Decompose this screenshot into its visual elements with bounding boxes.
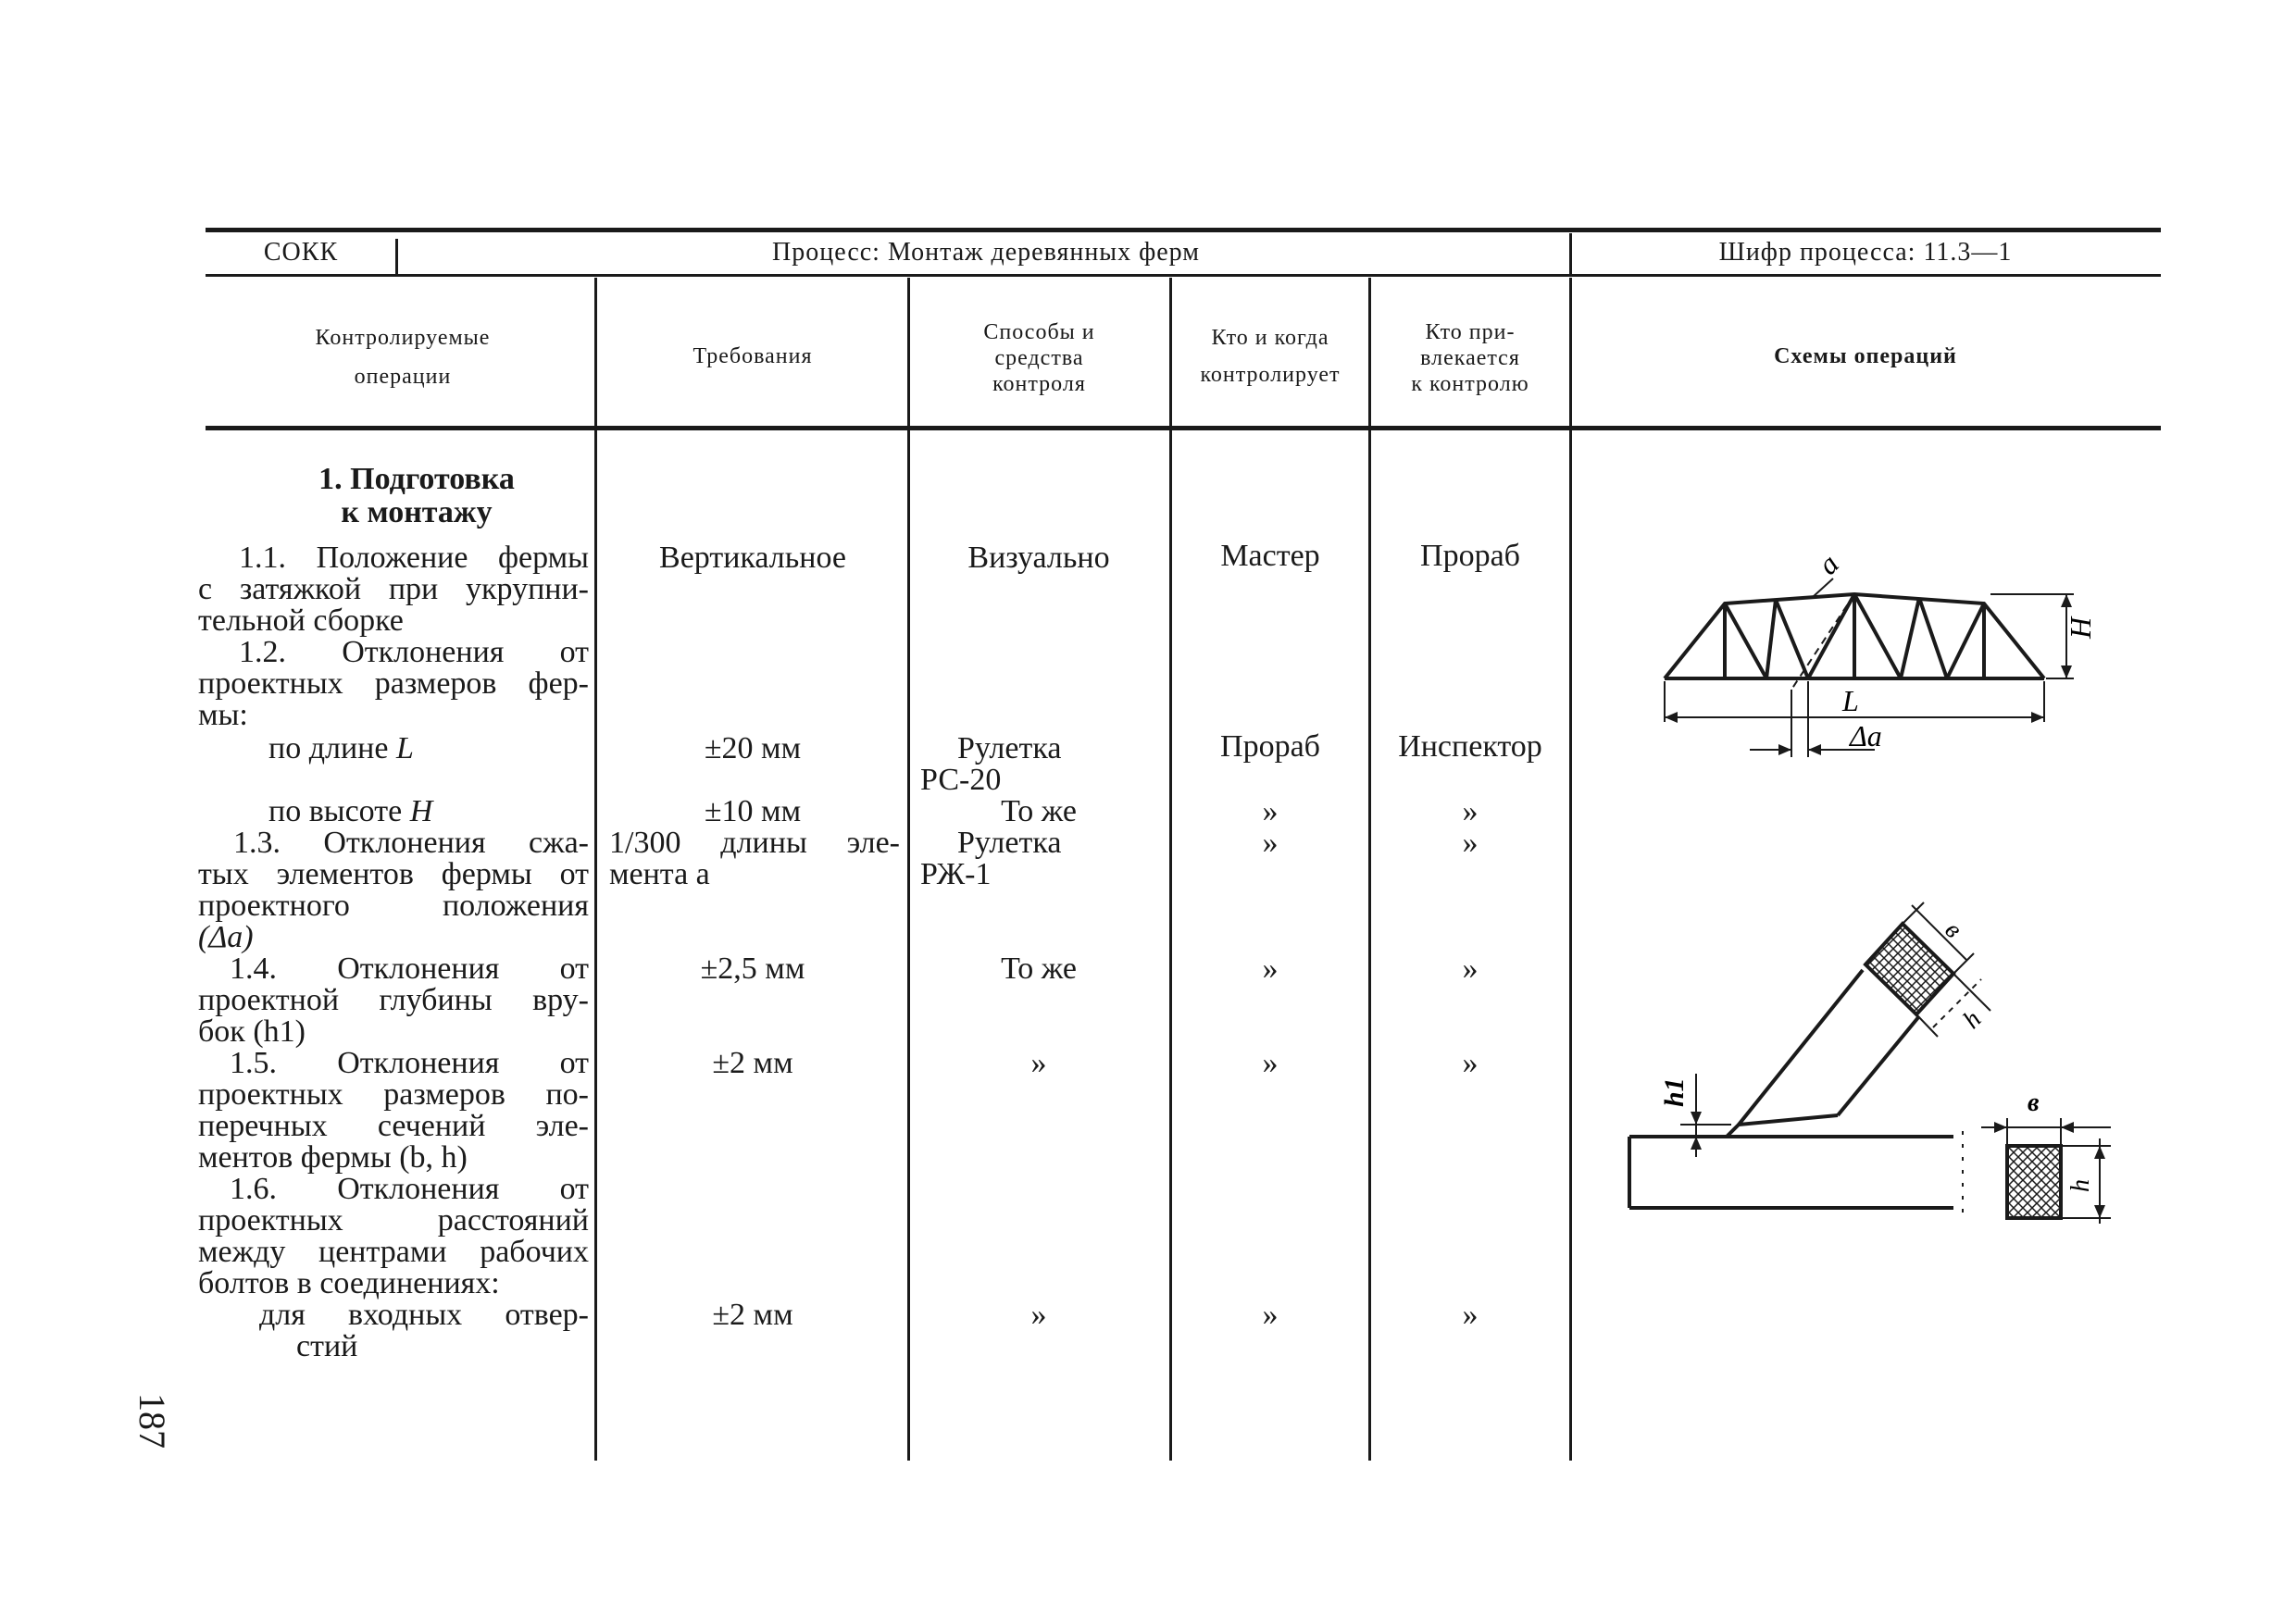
joint-label-b: в	[1939, 915, 1968, 944]
req-1-2-height: ±10 мм	[704, 794, 802, 828]
involved-1-2-height: »	[1462, 794, 1479, 828]
cross-section	[2007, 1146, 2061, 1218]
req-1-3: 1/300 длины эле- мента a	[609, 826, 900, 891]
op-1-5: 1.5. Отклонения от проектных размеров по- перечных сечений эле- ментов фермы (b, h)	[198, 1046, 589, 1175]
header-divider-2	[1569, 233, 1572, 274]
op-1-3: 1.3. Отклонения сжа- тых элементов фермы от проектного положения (Δa)	[198, 826, 589, 954]
col-divider-4	[1368, 278, 1371, 1461]
op-1-6: 1.6. Отклонения от проектных расстояний между центрами рабочих болтов в соединениях:	[198, 1172, 589, 1300]
req-1-5: ±2 мм	[712, 1046, 793, 1080]
header-rule	[206, 274, 2161, 277]
who-1-5: »	[1262, 1046, 1279, 1080]
op-1-6-inlet-holes: для входных отвер- стий	[259, 1298, 589, 1363]
header-divider-1	[395, 239, 398, 274]
involved-1-3: »	[1462, 826, 1479, 860]
process-code: Шифр процесса: 11.3—1	[1718, 238, 2013, 267]
truss-diagram	[1648, 528, 2097, 768]
col-header-involved: Кто при- влекается к контролю	[1411, 320, 1529, 396]
section-title: 1. Подготовка к монтажу	[318, 462, 515, 529]
involved-1-2-length: Инспектор	[1398, 729, 1542, 764]
method-1-3: Рулетка РЖ-1	[920, 826, 1062, 891]
truss-label-a: a	[1811, 546, 1845, 581]
involved-1-4: »	[1462, 952, 1479, 986]
involved-1-5: »	[1462, 1046, 1479, 1080]
joint-diagram	[1629, 889, 2129, 1240]
truss-label-L: L	[1842, 684, 1859, 717]
who-1-2-height: »	[1262, 794, 1279, 828]
col-header-who: Кто и когда контролирует	[1200, 326, 1341, 387]
col-divider-5	[1569, 278, 1572, 1461]
page-number: 187	[131, 1393, 173, 1449]
section-label-h: h	[2066, 1179, 2095, 1192]
truss-label-da: Δa	[1850, 719, 1882, 753]
req-1-2-length: ±20 мм	[704, 731, 802, 765]
who-1-1: Мастер	[1220, 539, 1320, 573]
section-label-b: в	[2028, 1088, 2040, 1117]
org-code: СОКК	[263, 238, 339, 267]
method-1-1: Визуально	[967, 541, 1110, 575]
col-header-operations: Контролируемые операции	[315, 326, 491, 389]
involved-1-6-inlet-holes: »	[1462, 1298, 1479, 1332]
col-divider-1	[594, 278, 597, 1461]
involved-1-1: Прораб	[1420, 539, 1520, 573]
columns-bottom-rule	[206, 426, 2161, 430]
who-1-6-inlet-holes: »	[1262, 1298, 1279, 1332]
method-1-2-height: То же	[1001, 794, 1077, 828]
method-1-5: »	[1030, 1046, 1047, 1080]
joint-label-h1: h1	[1659, 1077, 1690, 1107]
op-1-4: 1.4. Отклонения от проектной глубины вру- бок (h1)	[198, 952, 589, 1049]
op-1-2: 1.2. Отклонения от проектных размеров фер- мы:	[198, 635, 589, 732]
col-divider-3	[1169, 278, 1172, 1461]
who-1-3: »	[1262, 826, 1279, 860]
req-1-6-inlet-holes: ±2 мм	[712, 1298, 793, 1332]
req-1-1: Вертикальное	[659, 541, 846, 575]
op-1-1: 1.1. Положение фермы с затяжкой при укрупни- тельной сборке	[198, 541, 589, 638]
joint-label-h: h	[1957, 1004, 1988, 1035]
top-rule	[206, 228, 2161, 232]
method-1-6-inlet-holes: »	[1030, 1298, 1047, 1332]
who-1-4: »	[1262, 952, 1279, 986]
method-1-2-length: Рулетка РС-20	[920, 731, 1062, 797]
who-1-2-length: Прораб	[1220, 729, 1320, 764]
col-header-requirements: Требования	[693, 344, 813, 368]
col-header-schemes: Схемы операций	[1774, 344, 1957, 368]
col-divider-2	[907, 278, 910, 1461]
req-1-4: ±2,5 мм	[700, 952, 805, 986]
process-title: Процесс: Монтаж деревянных ферм	[772, 238, 1200, 267]
truss-label-H: H	[2064, 616, 2097, 639]
method-1-4: То же	[1001, 952, 1077, 986]
col-header-methods: Способы и средства контроля	[983, 320, 1095, 396]
op-1-2-length: по длине L	[268, 731, 414, 765]
strut-end-section	[1866, 924, 1953, 1014]
op-1-2-height: по высоте H	[268, 794, 433, 828]
